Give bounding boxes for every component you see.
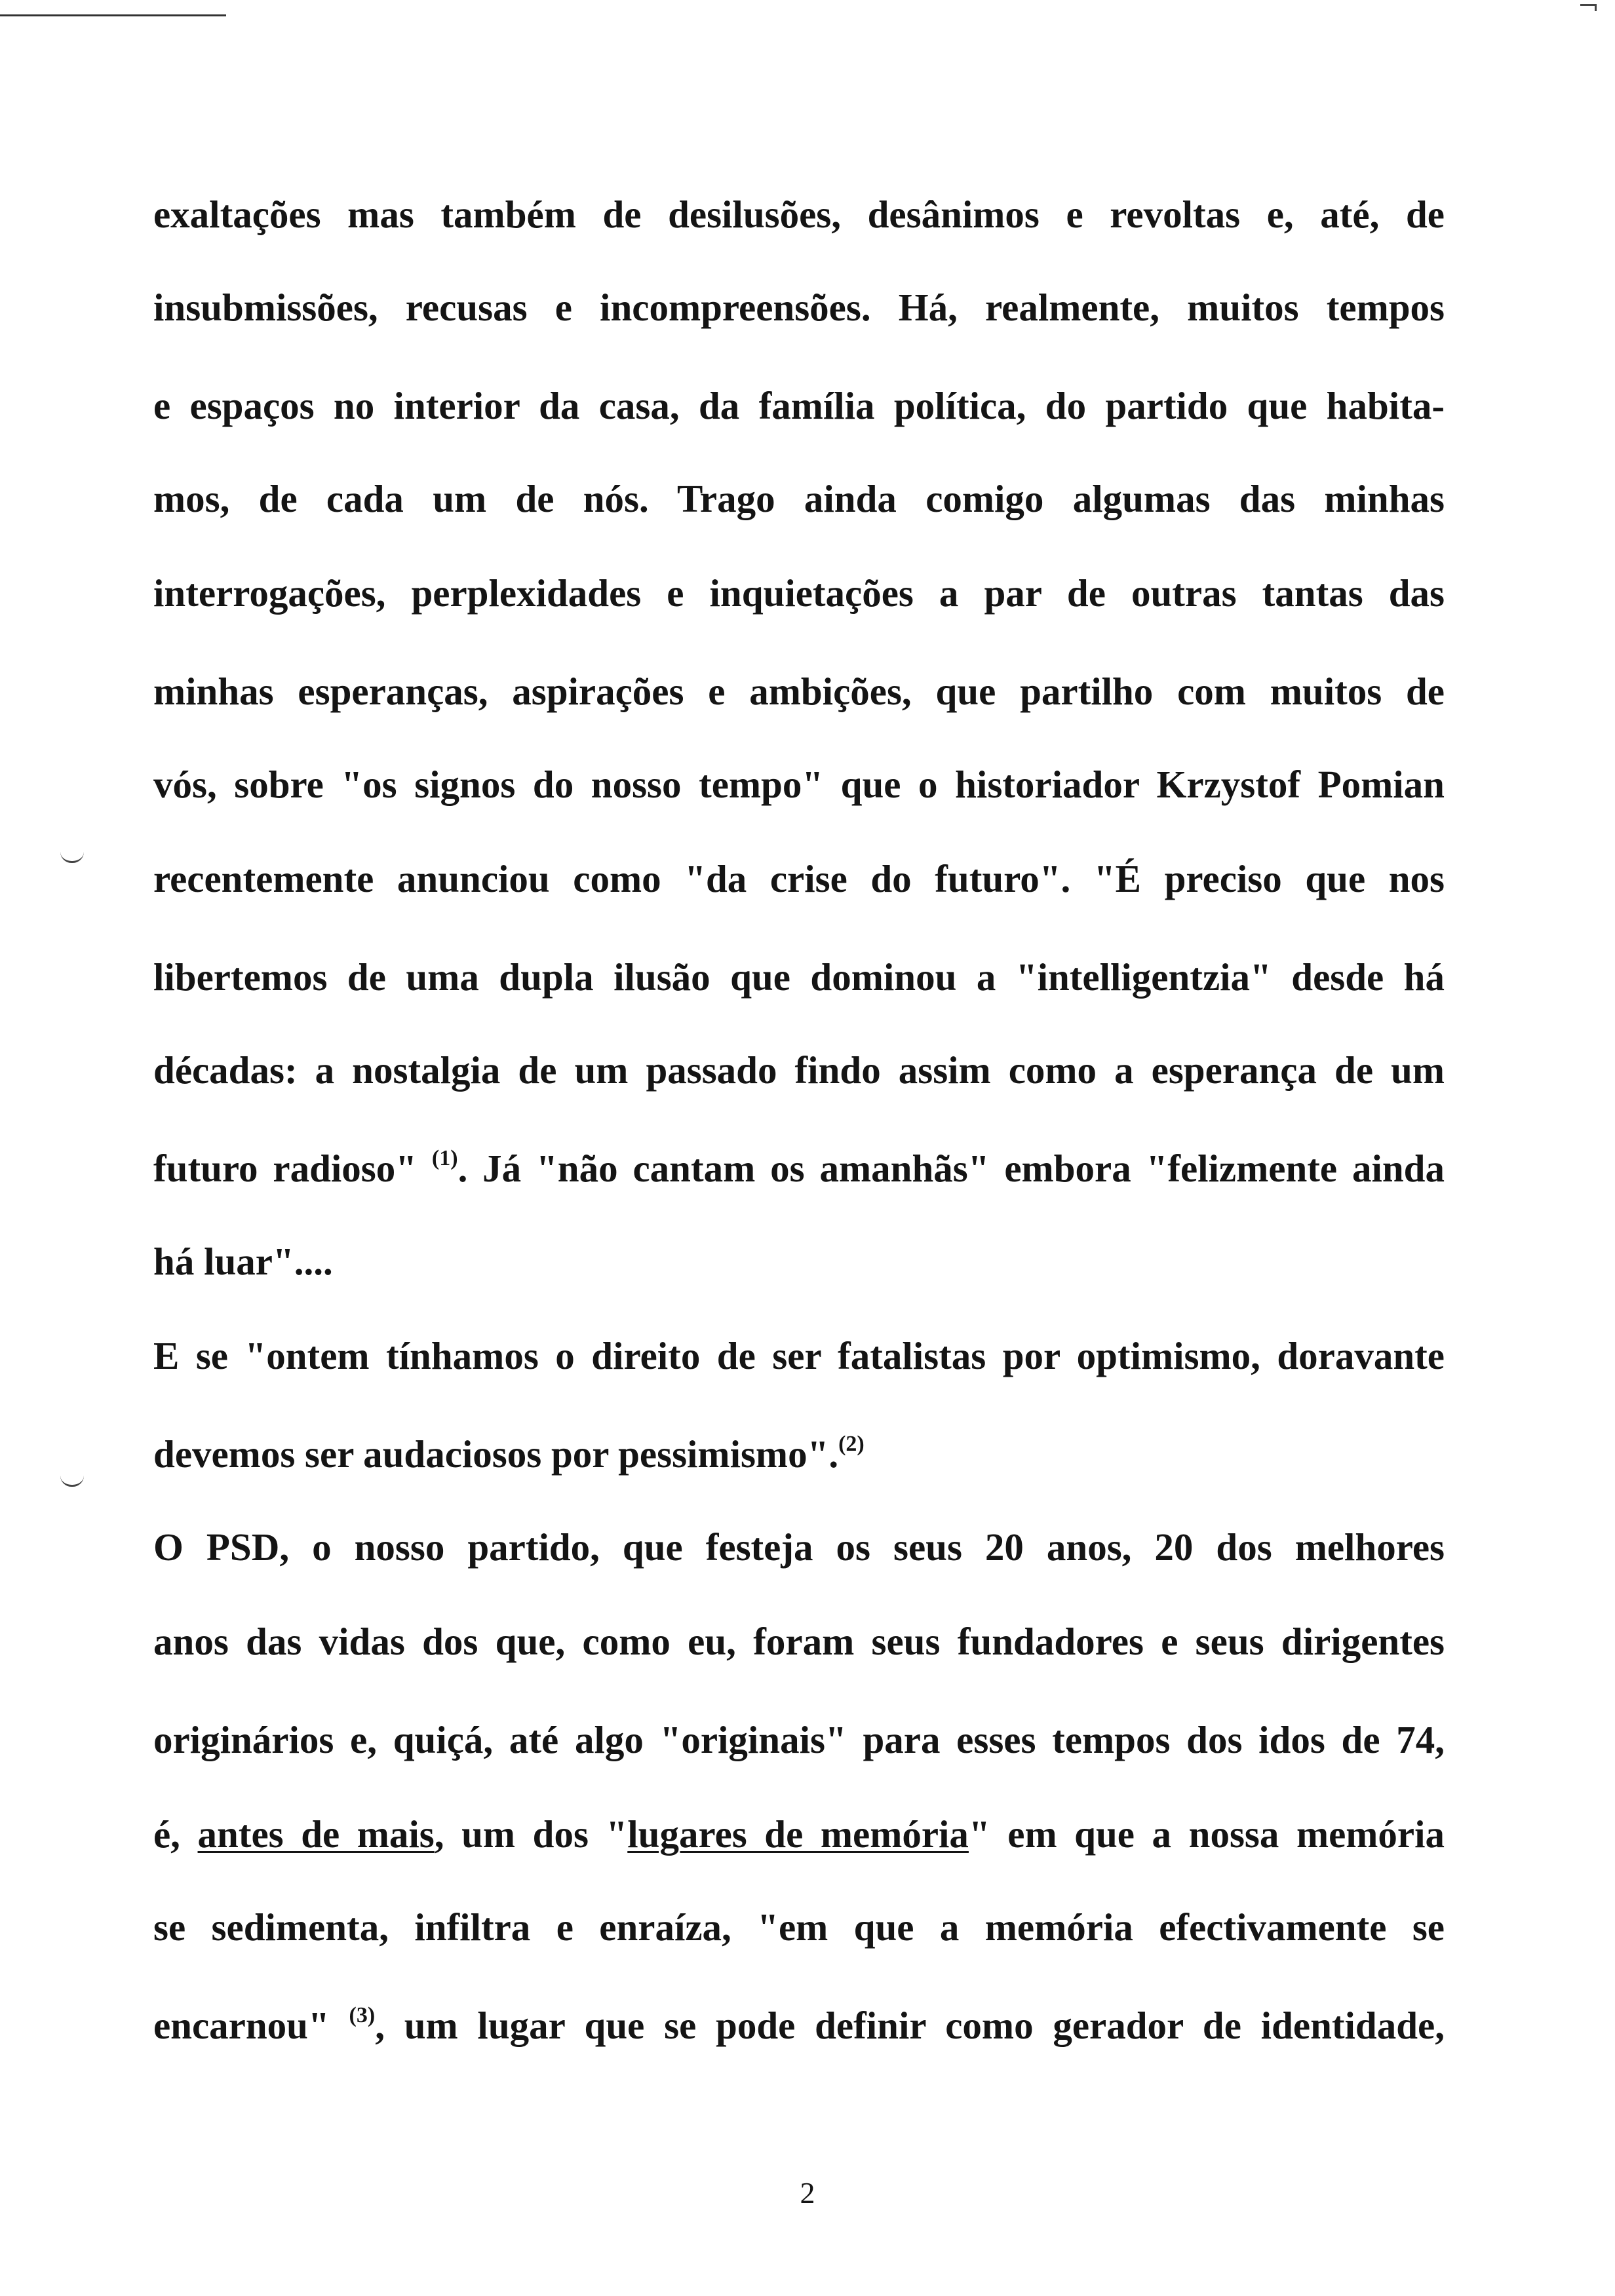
text-line: décadas: a nostalgia de um passado findo assim como a esperança de um (153, 1048, 1445, 1092)
text-line: anos das vidas dos que, como eu, foram seus fundadores e seus dirigentes (153, 1620, 1445, 1663)
margin-mark (60, 1476, 84, 1487)
text-line: vós, sobre "os signos do nosso tempo" que o historiador Krzystof Pomian (153, 763, 1445, 806)
top-rule-divider (0, 14, 226, 16)
text-line: O PSD, o nosso partido, que festeja os seus 20 anos, 20 dos melhores (153, 1525, 1445, 1569)
underlined-phrase: lugares de memória (627, 1812, 969, 1856)
text-line: encarnou" $^{(3)}$, um lugar que se pode definir como gerador de identidade, (153, 2003, 1445, 2047)
text-line: recentemente anunciou como "da crise do futuro". "É preciso que nos (153, 857, 1445, 900)
corner-mark (1580, 4, 1597, 11)
footnote-ref-1: (1) (431, 1146, 458, 1171)
text-line: se sedimenta, infiltra e enraíza, "em que a memória efectivamente se (153, 1905, 1445, 1949)
text-line: originários e, quiçá, até algo "originais" para esses tempos dos idos de 74, (153, 1718, 1445, 1761)
footnote-ref-2: (2) (838, 1432, 865, 1457)
footnote-ref-3: (3) (349, 2003, 376, 2028)
text-line: futuro radioso" $^{(1)}$. Já "não cantam os amanhãs" embora "felizmente ainda (153, 1146, 1445, 1190)
text-line: é, antes de mais, um dos "lugares de memória" em que a nossa memória (153, 1812, 1445, 1856)
text-line: libertemos de uma dupla ilusão que dominou a "intelligentzia" desde há (153, 955, 1445, 999)
text-line: interrogações, perplexidades e inquietações a par de outras tantas das (153, 571, 1445, 615)
text-line: E se "ontem tínhamos o direito de ser fatalistas por optimismo, doravante (153, 1334, 1445, 1377)
underlined-phrase: antes de mais (197, 1812, 435, 1856)
text-line: insubmissões, recusas e incompreensões. Há, realmente, muitos tempos (153, 286, 1445, 329)
margin-mark (60, 852, 84, 863)
text-line: e espaços no interior da casa, da família política, do partido que habita- (153, 384, 1445, 427)
text-line: exaltações mas também de desilusões, desânimos e revoltas e, até, de (153, 193, 1445, 236)
text-line: há luar".... (153, 1240, 333, 1283)
text-line: mos, de cada um de nós. Trago ainda comigo algumas das minhas (153, 477, 1445, 520)
text-line: devemos ser audaciosos por pessimismo".$^{(2)}$ (153, 1432, 865, 1476)
page-number: 2 (800, 2176, 815, 2210)
text-line: minhas esperanças, aspirações e ambições, que partilho com muitos de (153, 670, 1445, 713)
